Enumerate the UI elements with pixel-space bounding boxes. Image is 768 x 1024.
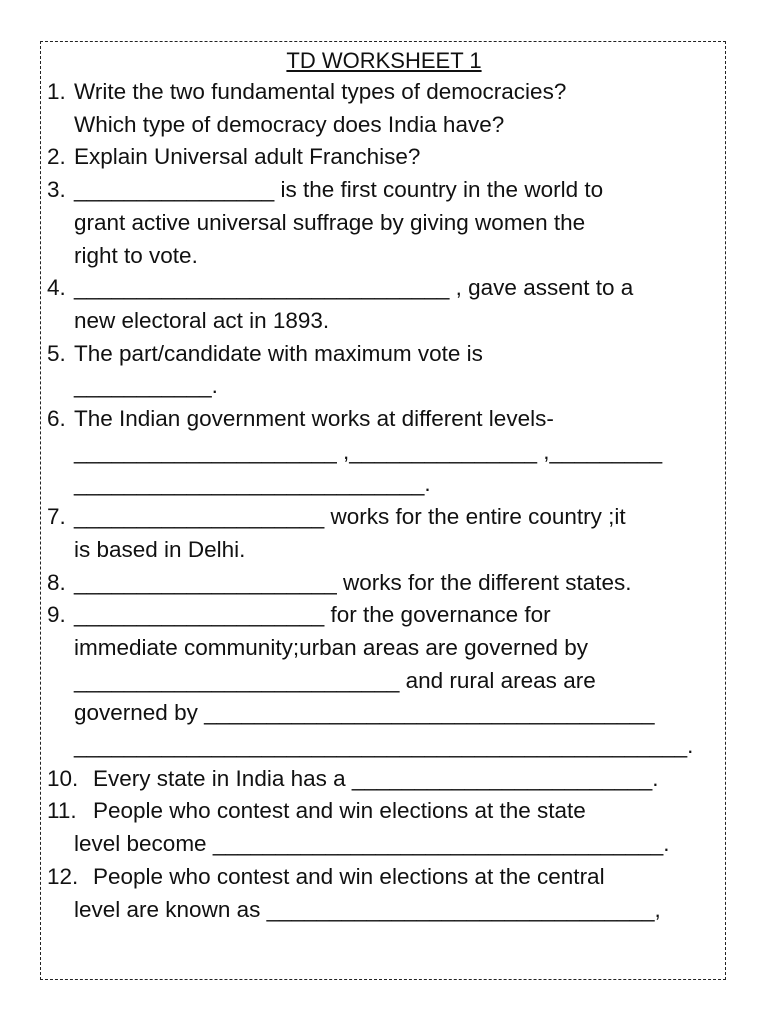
question-number: 8. [47, 569, 66, 595]
worksheet-title: TD WORKSHEET 1 [286, 48, 482, 73]
question-number: 1. [47, 79, 66, 104]
question-4 [47, 272, 723, 337]
question-2 [47, 141, 723, 174]
question-5 [47, 338, 723, 403]
question-text: Every state in India has a ________________________. [93, 765, 659, 791]
question-text: __________________________ and rural areas are [74, 667, 596, 693]
question-text: governed by ____________________________________ [74, 700, 655, 726]
question-text: level are known as _______________________________, [74, 896, 661, 922]
question-7 [47, 501, 723, 566]
question-number: 12. [47, 863, 79, 889]
question-number: 11. [47, 798, 77, 824]
question-text: level become ____________________________________. [74, 831, 670, 857]
question-text: right to vote. [74, 242, 198, 268]
question-12 [47, 861, 723, 926]
question-text: People who contest and win elections at the state [93, 798, 586, 824]
question-text: Write the two fundamental types of democracies? [74, 79, 567, 104]
question-number: 10. [47, 765, 79, 791]
question-6 [47, 403, 723, 501]
question-1 [47, 76, 723, 141]
question-text: ____________________ for the governance for [74, 602, 551, 628]
question-9 [47, 599, 723, 763]
question-number: 7. [47, 504, 66, 530]
question-text: Explain Universal adult Franchise? [74, 144, 421, 170]
question-text: ___________. [74, 373, 218, 399]
question-text: ________________ is the first country in the world to [74, 177, 604, 203]
question-number: 4. [47, 275, 66, 301]
question-10 [47, 763, 723, 796]
question-11 [47, 795, 723, 860]
question-text: ____________________________. [74, 471, 431, 497]
question-8 [47, 567, 723, 600]
question-text: new electoral act in 1893. [74, 307, 330, 333]
question-list [47, 76, 723, 926]
question-text: is based in Delhi. [74, 536, 246, 562]
question-3 [47, 174, 723, 272]
question-text: The part/candidate with maximum vote is [74, 340, 483, 366]
question-text: immediate community;urban areas are governed by [74, 634, 589, 660]
question-text: The Indian government works at different levels- [74, 406, 554, 432]
question-text: Which type of democracy does India have? [74, 111, 505, 137]
question-number: 5. [47, 340, 66, 366]
question-number: 2. [47, 144, 66, 170]
question-number: 9. [47, 602, 66, 628]
question-number: 3. [47, 177, 66, 203]
question-text: _____________________ ,_______________ ,_________ [74, 438, 663, 464]
question-text: _____________________ works for the different states. [74, 569, 632, 595]
question-text: People who contest and win elections at the central [93, 863, 605, 889]
question-text: _________________________________________________. [74, 733, 694, 759]
question-text: grant active universal suffrage by giving women the [74, 209, 586, 235]
question-text: ____________________ works for the entire country ;it [74, 504, 626, 530]
question-number: 6. [47, 406, 66, 432]
question-text: ______________________________ , gave assent to a [74, 275, 634, 301]
